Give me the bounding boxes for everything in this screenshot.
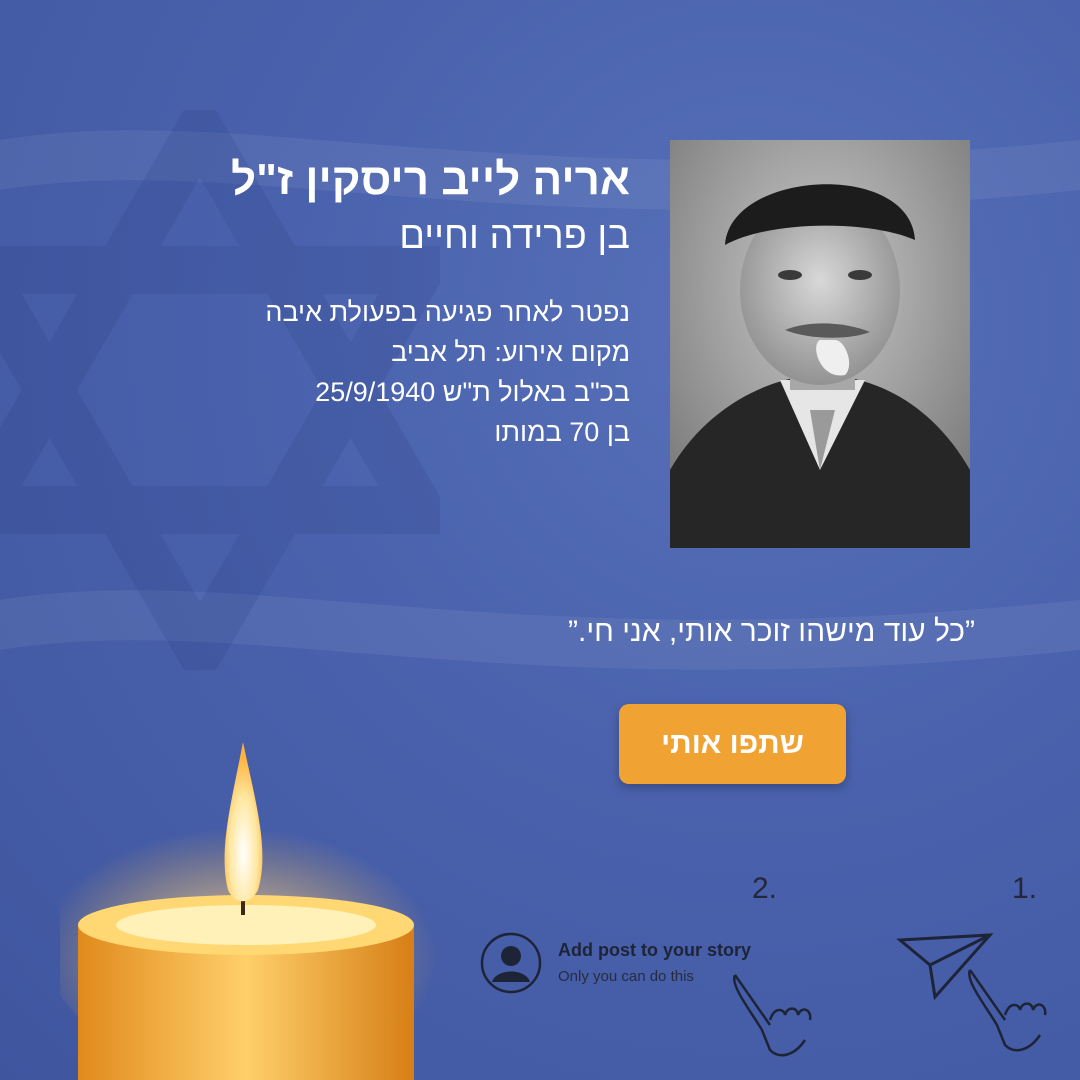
user-avatar-icon [480,932,542,994]
detail-cause: נפטר לאחר פגיעה בפעולת איבה [265,297,630,327]
detail-age: בן 70 במותו [494,417,630,447]
step-number-2: 2. [752,872,778,905]
portrait-photo [670,140,970,548]
parents-names: בן פרידה וחיים [399,215,630,257]
memorial-candle-icon [60,730,440,1080]
story-title: Add post to your story [558,940,751,960]
share-button[interactable]: שתפו אותי [619,704,846,784]
memorial-quote: ”כל עוד מישהו זוכר אותי, אני חי.” [568,615,975,648]
pointing-hand-icon [730,960,820,1060]
memorial-info [110,150,630,452]
story-subtitle: Only you can do this [558,968,694,985]
step-number-1: 1. [1012,872,1038,905]
pointing-hand-icon [965,955,1055,1055]
detail-date: בכ"ב באלול ת"ש 25/9/1940 [315,377,630,407]
deceased-name: אריה לייב ריסקין ז"ל [230,155,630,204]
portrait-illustration [670,140,970,548]
detail-location: מקום אירוע: תל אביב [391,337,630,367]
memorial-details [110,292,630,452]
